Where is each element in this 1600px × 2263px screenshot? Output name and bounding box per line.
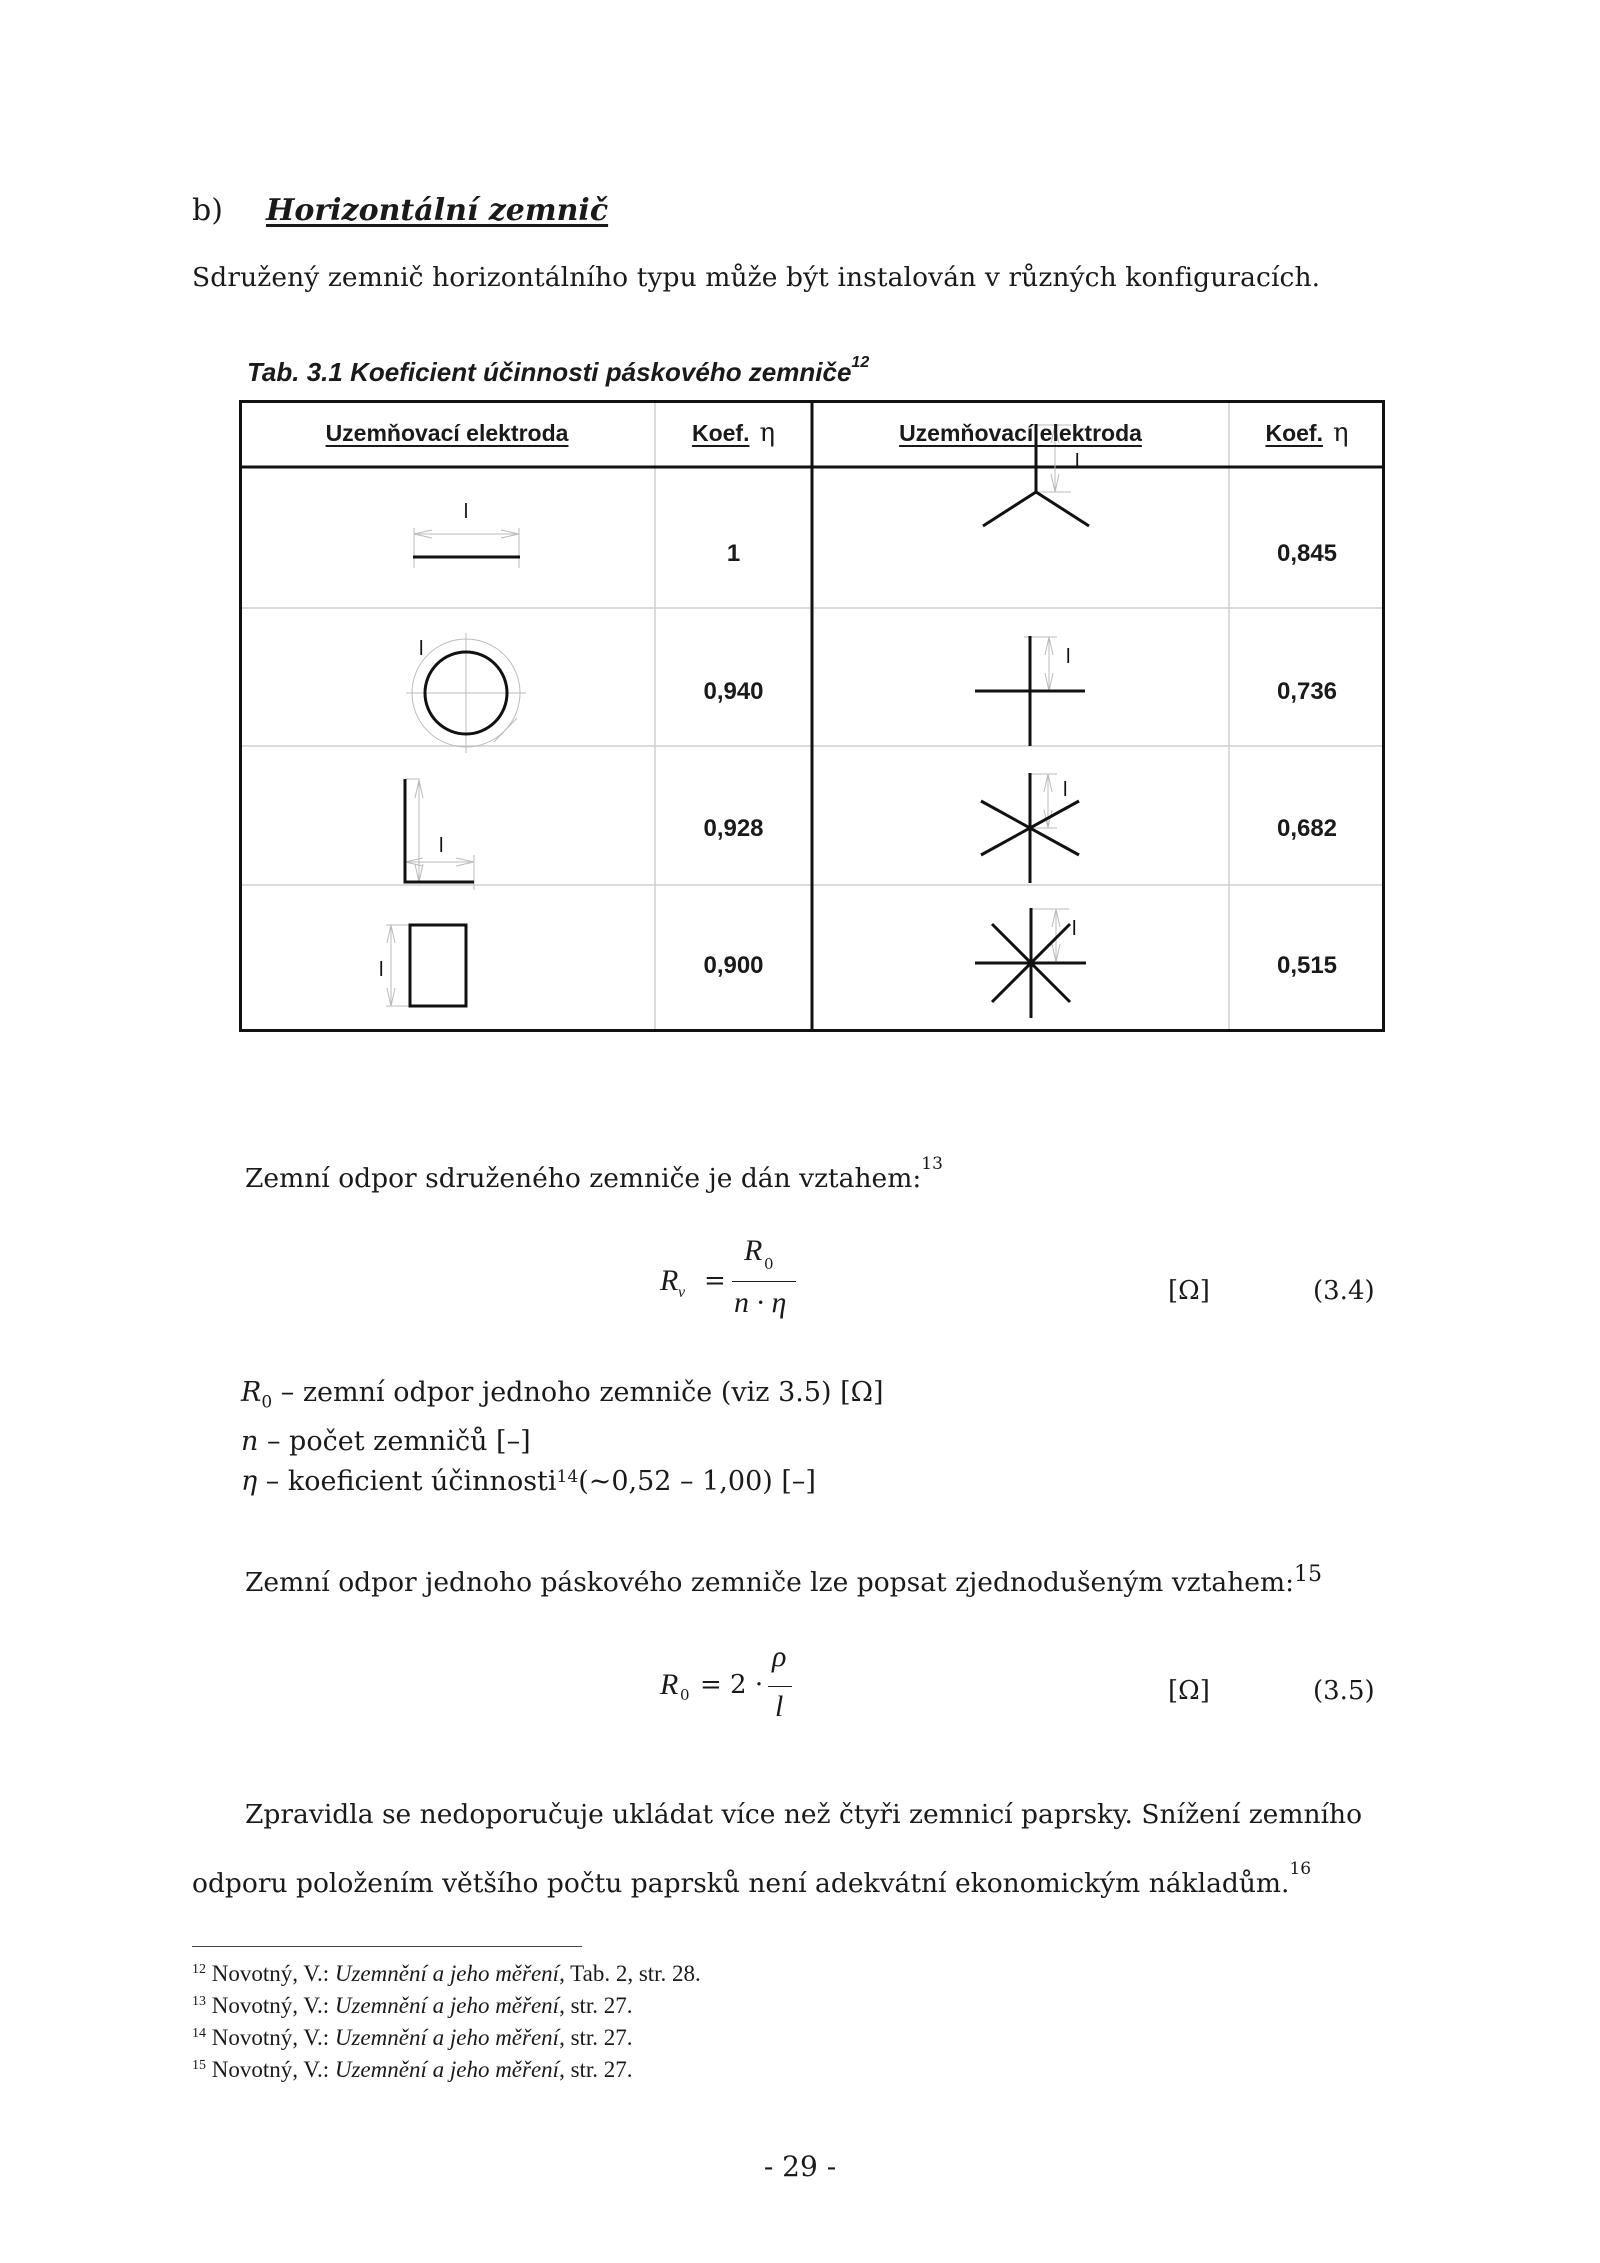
unit-ohm: [Ω] (1168, 1676, 1210, 1706)
coef-value: 0,515 (1276, 952, 1338, 979)
header-electrode-left: Uzemňovací elektroda (325, 420, 569, 446)
paragraph-rays: Zpravidla se nedoporučuje ukládat více než čtyři zemnicí paprsky. Snížení zemního odporu položením většího počtu paprsků není adekvátní ekonomickým nákladům.$^{16}$ (192, 1799, 1363, 1899)
svg-text:l: l (439, 835, 444, 857)
section-title: Horizontální zemnič (266, 193, 609, 228)
square-icon (379, 925, 466, 1006)
svg-text:l: l (419, 638, 424, 660)
equation-number: (3.5) (1313, 1676, 1375, 1706)
footnote-ref[interactable]: 15 (1294, 1562, 1323, 1587)
svg-text:l: l (463, 501, 469, 523)
definition-r0: $R_0$ – zemní odpor jednoho zemniče (viz 3.5) [Ω] (241, 1377, 884, 1413)
coef-value: 1 (726, 540, 741, 567)
ring-icon (406, 633, 526, 753)
coef-value: 0,845 (1276, 540, 1338, 567)
table-grid (239, 400, 1385, 1032)
svg-text:l: l (1075, 451, 1080, 473)
four-ray-cross-icon (975, 636, 1085, 746)
table-caption-text: Tab. 3.1 Koeficient účinnosti páskového zemniče (247, 357, 852, 387)
svg-text:l: l (1063, 779, 1068, 801)
svg-text:l: l (1066, 646, 1071, 668)
variable-definitions (241, 1373, 884, 1505)
table-caption (247, 354, 870, 388)
intro-paragraph: Sdružený zemnič horizontálního typu může být instalován v různých konfiguracích. (192, 262, 1321, 293)
footnote-14: $^{14}$ Novotný, V.: Uzemnění a jeho měření, str. 27. (192, 2025, 633, 2050)
header-electrode-right: Uzemňovací elektroda (899, 420, 1142, 446)
paragraph-single-resistance: Zemní odpor jednoho páskového zemniče lze popsat zjednodušeným vztahem:$^{15}$ (245, 1562, 1323, 1598)
footnote-ref[interactable]: 13 (921, 1154, 943, 1174)
l-shape-icon (405, 779, 474, 890)
eta-symbol: η (759, 418, 776, 448)
section-label: b) (192, 193, 223, 228)
equation-number: (3.4) (1313, 1276, 1375, 1306)
footnote-12: $^{12}$ Novotný, V.: Uzemnění a jeho měření, Tab. 2, str. 28. (192, 1961, 701, 1986)
eta-symbol: η (1332, 418, 1349, 448)
footnotes (192, 1960, 701, 2088)
coefficient-table (239, 400, 1385, 1032)
svg-text:l: l (1072, 918, 1077, 940)
footnote-separator (192, 1946, 582, 1947)
coef-value: 0,928 (703, 815, 764, 842)
svg-text:l: l (379, 959, 384, 981)
paragraph-combined-resistance: Zemní odpor sdruženého zemniče je dán vztahem:$^{13}$ (245, 1154, 943, 1194)
footnote-ref[interactable]: 16 (1289, 1859, 1312, 1879)
coef-value: 0,900 (703, 952, 764, 979)
unit-ohm: [Ω] (1168, 1276, 1210, 1306)
coef-value: 0,682 (1276, 815, 1338, 842)
header-coef-right: Koef. η (1265, 418, 1349, 448)
footnote-15: $^{15}$ Novotný, V.: Uzemnění a jeho měření, str. 27. (192, 2057, 633, 2082)
coef-value: 0,940 (703, 678, 764, 705)
footnote-ref[interactable]: 12 (851, 354, 870, 372)
footnote-13: $^{13}$ Novotný, V.: Uzemnění a jeho měření, str. 27. (192, 1993, 633, 2018)
footnote-ref[interactable]: 14 (556, 1467, 579, 1488)
eight-ray-star-icon (975, 908, 1086, 1018)
equation-3-4: R v = R 0 n · η (660, 1244, 800, 1324)
coef-value: 0,736 (1276, 678, 1338, 705)
definition-n: n – počet zemničů [–] (241, 1426, 531, 1458)
equation-3-5: R 0 = 2 · ρ l (660, 1648, 800, 1728)
definition-eta: η – koeficient účinnosti$^{14}$(~0,52 – 1,00) [–] (241, 1466, 816, 1498)
six-ray-star-icon (981, 773, 1079, 883)
single-strip-icon (413, 501, 520, 568)
page-number: - 29 - (763, 2150, 837, 2183)
header-coef-left: Koef. η (691, 418, 776, 448)
